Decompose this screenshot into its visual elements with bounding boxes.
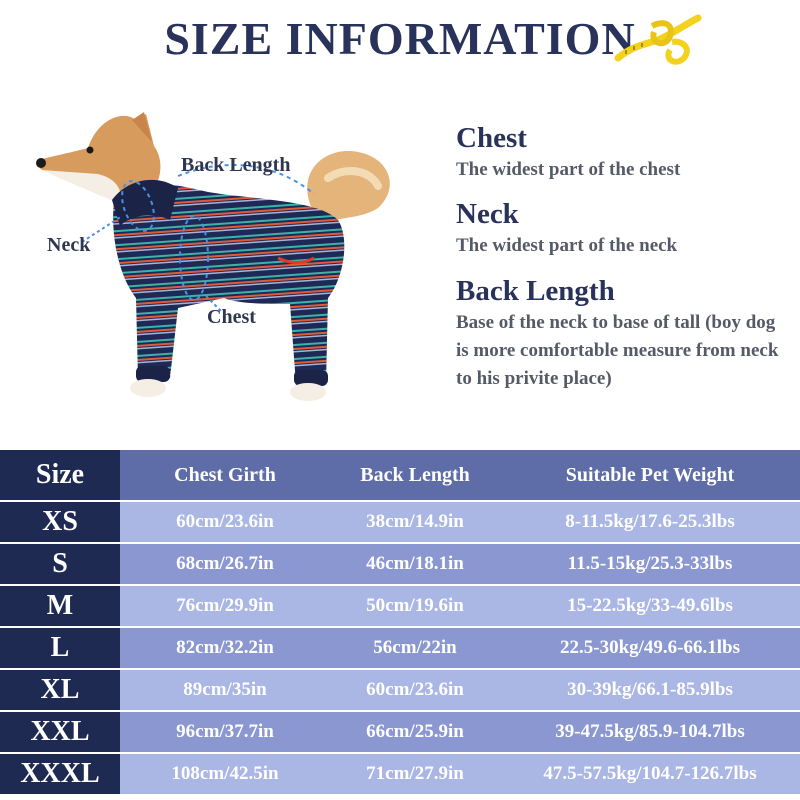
chest-girth-cell: 108cm/42.5in — [120, 752, 330, 794]
table-row — [0, 752, 800, 794]
table-row — [0, 542, 800, 584]
pet-weight-cell: 39-47.5kg/85.9-104.7lbs — [500, 710, 800, 752]
chest-girth-cell: 76cm/29.9in — [120, 584, 330, 626]
size-cell: XXXL — [0, 752, 120, 794]
size-cell: XL — [0, 668, 120, 710]
size-cell: XS — [0, 500, 120, 542]
back-length-cell: 38cm/14.9in — [330, 500, 500, 542]
size-chart-table — [0, 450, 800, 794]
measurement-chest — [456, 122, 796, 184]
pet-weight-cell: 47.5-57.5kg/104.7-126.7lbs — [500, 752, 800, 794]
back-length-cell: 56cm/22in — [330, 626, 500, 668]
column-header-chest-girth: Chest Girth — [120, 450, 330, 500]
column-header-size: Size — [0, 450, 120, 500]
measurement-heading: Neck — [456, 198, 519, 230]
back-length-cell: 46cm/18.1in — [330, 542, 500, 584]
back-length-cell: 50cm/19.6in — [330, 584, 500, 626]
pet-weight-cell: 30-39kg/66.1-85.9lbs — [500, 668, 800, 710]
back-length-cell: 66cm/25.9in — [330, 710, 500, 752]
measurement-description: Base of the neck to base of tall (boy dog is more comfortable measure from neck to his privite place) — [456, 312, 779, 389]
pet-weight-cell: 15-22.5kg/33-49.6lbs — [500, 584, 800, 626]
measurement-neck — [456, 198, 796, 260]
pet-weight-cell: 22.5-30kg/49.6-66.1lbs — [500, 626, 800, 668]
pet-weight-cell: 8-11.5kg/17.6-25.3lbs — [500, 500, 800, 542]
size-cell: S — [0, 542, 120, 584]
measurement-description: The widest part of the chest — [456, 159, 681, 180]
table-row — [0, 668, 800, 710]
size-cell: XXL — [0, 710, 120, 752]
table-row — [0, 626, 800, 668]
chest-girth-cell: 89cm/35in — [120, 668, 330, 710]
measurement-description: The widest part of the neck — [456, 235, 678, 256]
column-header-back-length: Back Length — [330, 450, 500, 500]
table-header-row — [0, 450, 800, 500]
table-row — [0, 500, 800, 542]
measurement-back-length — [456, 275, 786, 393]
size-cell: L — [0, 626, 120, 668]
chest-girth-cell: 96cm/37.7in — [120, 710, 330, 752]
chest-girth-cell: 82cm/32.2in — [120, 626, 330, 668]
chest-girth-cell: 60cm/23.6in — [120, 500, 330, 542]
back-length-cell: 60cm/23.6in — [330, 668, 500, 710]
page-title: SIZE INFORMATION — [164, 13, 636, 64]
measurement-heading: Chest — [456, 122, 527, 154]
back-length-label: Back Length — [181, 154, 291, 176]
neck-label: Neck — [47, 234, 91, 256]
chest-label: Chest — [207, 306, 256, 328]
back-length-cell: 71cm/27.9in — [330, 752, 500, 794]
measurement-heading: Back Length — [456, 275, 615, 307]
pet-weight-cell: 11.5-15kg/25.3-33lbs — [500, 542, 800, 584]
table-row — [0, 710, 800, 752]
column-header-pet-weight: Suitable Pet Weight — [500, 450, 800, 500]
chest-girth-cell: 68cm/26.7in — [120, 542, 330, 584]
measuring-tape-icon — [612, 10, 704, 74]
table-row — [0, 584, 800, 626]
size-cell: M — [0, 584, 120, 626]
